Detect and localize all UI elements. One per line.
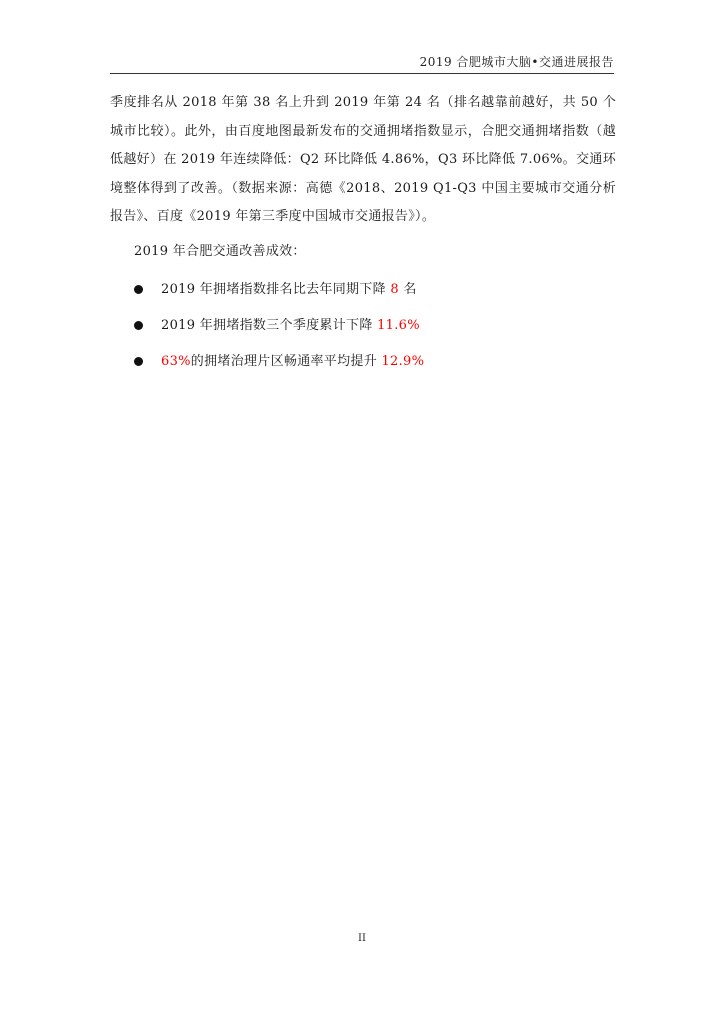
improvement-list xyxy=(134,280,614,388)
improvement-intro: 2019 年合肥交通改善成效： xyxy=(134,244,306,259)
bullet-dot-icon xyxy=(134,357,143,366)
highlight-number: 12.9% xyxy=(381,354,425,369)
list-item-text xyxy=(161,316,420,336)
body-paragraph: 季度排名从 2018 年第 38 名上升到 2019 年第 24 名（排名越靠前越好，共 50 个城市比较）。此外，由百度地图最新发布的交通拥堵指数显示，合肥交通拥堵指数（越低越好）在 2019 年连续降低：Q2 环比降低 4.86%，Q3 环比降低 7.06%。交通环境整体得到了改善。（数据来源：高德《2018、2019 Q1-Q3 中国主要城市交通分析报告》、百度《2019 年第三季度中国城市交通报告》）。 xyxy=(110,95,616,224)
highlight-number: 11.6% xyxy=(377,318,420,333)
highlight-number: 63% xyxy=(161,354,191,369)
list-item-text-part: 名 xyxy=(398,282,417,297)
list-item-text-part: 2019 年拥堵指数排名比去年同期下降 xyxy=(161,282,391,297)
list-item xyxy=(134,280,614,316)
page-number: II xyxy=(358,933,366,944)
list-item xyxy=(134,352,614,388)
bullet-dot-icon xyxy=(134,285,143,294)
list-item-text-part: 2019 年拥堵指数三个季度累计下降 xyxy=(161,318,378,333)
running-header-title: 2019 合肥城市大脑•交通进展报告 xyxy=(419,55,614,69)
bullet-dot-icon xyxy=(134,321,143,330)
highlight-number: 8 xyxy=(390,282,399,297)
list-item-text xyxy=(161,280,417,300)
list-item-text-part: 的拥堵治理片区畅通率平均提升 xyxy=(190,354,382,369)
list-item-text xyxy=(161,352,424,372)
list-item xyxy=(134,316,614,352)
header-divider xyxy=(110,73,614,74)
